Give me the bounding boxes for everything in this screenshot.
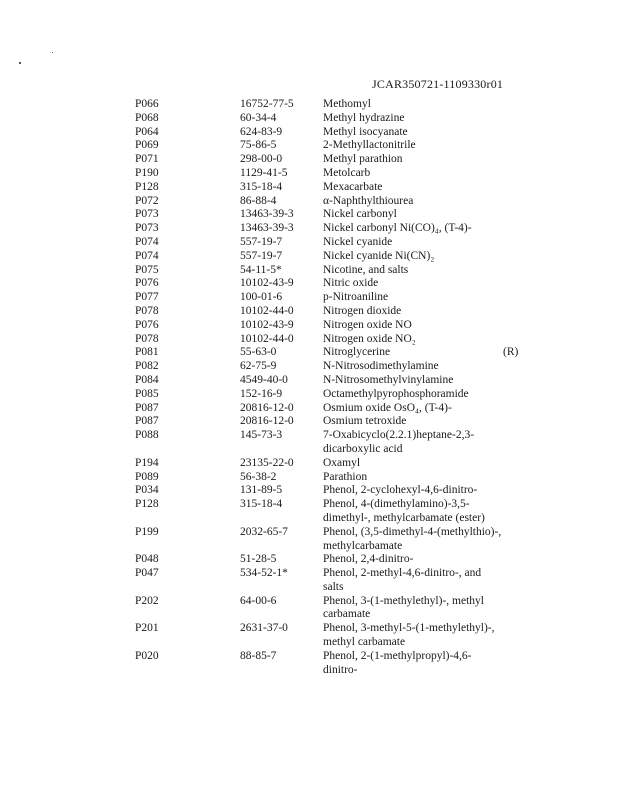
substance-name: Phenol, 4-(dimethylamino)-3,5-dimethyl-, methylcarbamate (ester) bbox=[323, 498, 485, 524]
waste-code: P071 bbox=[135, 153, 159, 166]
substance-name: Phenol, 2-(1-methylpropyl)-4,6-dinitro- bbox=[323, 649, 472, 676]
cas-number: 315-18-4 bbox=[240, 498, 283, 511]
substance-name: 2-Methyllactonitrile bbox=[323, 139, 416, 152]
cas-number: 10102-44-0 bbox=[240, 304, 294, 317]
waste-code: P202 bbox=[135, 594, 159, 607]
substance-name: Nickel carbonyl bbox=[323, 208, 397, 221]
table-row bbox=[0, 622, 618, 650]
substance-name: α-Naphthylthiourea bbox=[323, 194, 414, 207]
table-row bbox=[0, 415, 618, 429]
substance-name: Nitrogen dioxide bbox=[323, 304, 402, 317]
substance-name: N-Nitrosodimethylamine bbox=[323, 360, 439, 373]
substance-name: Phenol, (3,5-dimethyl-4-(methylthio)-, methylcarbamate bbox=[323, 525, 502, 552]
table-row bbox=[0, 374, 618, 388]
cas-number: 10102-44-0 bbox=[240, 332, 294, 345]
cas-number: 1129-41-5 bbox=[240, 166, 288, 179]
waste-code: P084 bbox=[135, 373, 159, 386]
cas-number: 54-11-5* bbox=[240, 263, 282, 276]
cas-number: 315-18-4 bbox=[240, 180, 283, 193]
waste-code: P089 bbox=[135, 470, 159, 483]
table-row bbox=[0, 498, 618, 526]
table-row bbox=[0, 153, 618, 167]
cas-number: 13463-39-3 bbox=[240, 208, 294, 221]
substance-name: Nitrogen oxide NO₂ bbox=[323, 332, 416, 345]
table-row bbox=[0, 553, 618, 567]
table-row bbox=[0, 650, 618, 678]
cas-number: 557-19-7 bbox=[240, 249, 283, 262]
waste-code: P190 bbox=[135, 166, 159, 179]
substance-name: Osmium tetroxide bbox=[323, 415, 407, 428]
waste-code: P201 bbox=[135, 622, 159, 635]
table-row bbox=[0, 402, 618, 416]
cas-number: 2032-65-7 bbox=[240, 525, 288, 538]
cas-number: 16752-77-5 bbox=[240, 98, 294, 110]
cas-number: 131-89-5 bbox=[240, 484, 283, 497]
table-row bbox=[0, 305, 618, 319]
cas-number: 145-73-3 bbox=[240, 429, 283, 442]
cas-number: 152-16-9 bbox=[240, 387, 283, 400]
cas-number: 20816-12-0 bbox=[240, 415, 294, 428]
substance-name: Parathion bbox=[323, 470, 368, 483]
waste-code: P020 bbox=[135, 649, 159, 662]
waste-code: P077 bbox=[135, 291, 159, 304]
table-row bbox=[0, 526, 618, 554]
table-row bbox=[0, 222, 618, 236]
waste-code: P034 bbox=[135, 484, 159, 497]
waste-code: P069 bbox=[135, 139, 159, 152]
table-row bbox=[0, 484, 618, 498]
cas-number: 62-75-9 bbox=[240, 360, 277, 373]
substance-name: Phenol, 3-(1-methylethyl)-, methyl carbamate bbox=[323, 594, 484, 621]
substance-name: Mexacarbate bbox=[323, 180, 383, 193]
waste-code: P085 bbox=[135, 387, 159, 400]
waste-code: P074 bbox=[135, 249, 159, 262]
document-id: JCAR350721-1109330r01 bbox=[372, 77, 504, 91]
scan-speck bbox=[52, 52, 53, 53]
substance-name: Methyl parathion bbox=[323, 153, 403, 166]
cas-number: 100-01-6 bbox=[240, 291, 283, 304]
waste-code: P076 bbox=[135, 318, 159, 331]
cas-number: 624-83-9 bbox=[240, 125, 283, 138]
table-row bbox=[0, 360, 618, 374]
table-row bbox=[0, 429, 618, 457]
substance-name: Osmium oxide OsO₄, (T-4)- bbox=[323, 401, 452, 414]
waste-code: P081 bbox=[135, 346, 159, 359]
cas-number: 10102-43-9 bbox=[240, 277, 294, 290]
waste-code: P064 bbox=[135, 125, 159, 138]
reactivity-flag: (R) bbox=[503, 346, 519, 359]
waste-code: P075 bbox=[135, 263, 159, 276]
substance-name: Oxamyl bbox=[323, 456, 361, 469]
substance-name: Phenol, 2,4-dinitro- bbox=[323, 553, 414, 566]
substance-name: Methomyl bbox=[323, 98, 371, 110]
cas-number: 557-19-7 bbox=[240, 235, 283, 248]
table-row bbox=[0, 346, 618, 360]
table-row bbox=[0, 126, 618, 140]
waste-code: P076 bbox=[135, 277, 159, 290]
substance-name: Methyl isocyanate bbox=[323, 125, 408, 138]
substance-name: Nitrogen oxide NO bbox=[323, 318, 412, 331]
table-row bbox=[0, 181, 618, 195]
table-row bbox=[0, 333, 618, 347]
cas-number: 2631-37-0 bbox=[240, 622, 288, 635]
cas-number: 88-85-7 bbox=[240, 649, 277, 662]
waste-code: P066 bbox=[135, 98, 159, 110]
table-row bbox=[0, 112, 618, 126]
table-row bbox=[0, 319, 618, 333]
waste-code: P199 bbox=[135, 525, 159, 538]
table-row bbox=[0, 208, 618, 222]
substance-name: 7-Oxabicyclo(2.2.1)heptane-2,3-dicarboxylic acid bbox=[323, 429, 475, 455]
substance-name: Methyl hydrazine bbox=[323, 111, 405, 124]
table-row bbox=[0, 471, 618, 485]
waste-code: P128 bbox=[135, 180, 159, 193]
substance-name: Nickel carbonyl Ni(CO)₄, (T-4)- bbox=[323, 222, 472, 235]
substance-name: Phenol, 2-methyl-4,6-dinitro-, and salts bbox=[323, 567, 482, 593]
table-row bbox=[0, 98, 618, 112]
table-row bbox=[0, 277, 618, 291]
chemical-table bbox=[0, 98, 618, 677]
table-row bbox=[0, 167, 618, 181]
waste-code: P048 bbox=[135, 553, 159, 566]
substance-name: Nickel cyanide bbox=[323, 235, 393, 248]
cas-number: 60-34-4 bbox=[240, 111, 277, 124]
cas-number: 23135-22-0 bbox=[240, 456, 294, 469]
waste-code: P078 bbox=[135, 332, 159, 345]
cas-number: 4549-40-0 bbox=[240, 373, 288, 386]
cas-number: 86-88-4 bbox=[240, 194, 277, 207]
table-row bbox=[0, 291, 618, 305]
table-row bbox=[0, 139, 618, 153]
cas-number: 56-38-2 bbox=[240, 470, 277, 483]
waste-code: P082 bbox=[135, 360, 159, 373]
substance-name: Nitroglycerine bbox=[323, 346, 391, 359]
table-row bbox=[0, 250, 618, 264]
table-row bbox=[0, 457, 618, 471]
substance-name: Octamethylpyrophosphoramide bbox=[323, 387, 469, 400]
cas-number: 20816-12-0 bbox=[240, 401, 294, 414]
substance-name: p-Nitroaniline bbox=[323, 291, 389, 304]
cas-number: 51-28-5 bbox=[240, 553, 277, 566]
substance-name: N-Nitrosomethylvinylamine bbox=[323, 373, 454, 386]
cas-number: 55-63-0 bbox=[240, 346, 277, 359]
cas-number: 64-00-6 bbox=[240, 594, 277, 607]
waste-code: P068 bbox=[135, 111, 159, 124]
waste-code: P073 bbox=[135, 208, 159, 221]
cas-number: 10102-43-9 bbox=[240, 318, 294, 331]
waste-code: P073 bbox=[135, 222, 159, 235]
table-row bbox=[0, 264, 618, 278]
waste-code: P087 bbox=[135, 401, 159, 414]
waste-code: P072 bbox=[135, 194, 159, 207]
cas-number: 75-86-5 bbox=[240, 139, 277, 152]
waste-code: P088 bbox=[135, 429, 159, 442]
substance-name: Phenol, 2-cyclohexyl-4,6-dinitro- bbox=[323, 484, 478, 497]
substance-name: Nickel cyanide Ni(CN)₂ bbox=[323, 249, 435, 262]
cas-number: 534-52-1* bbox=[240, 567, 288, 580]
waste-code: P194 bbox=[135, 456, 159, 469]
waste-code: P047 bbox=[135, 567, 159, 580]
table-row bbox=[0, 236, 618, 250]
table-row bbox=[0, 195, 618, 209]
waste-code: P078 bbox=[135, 304, 159, 317]
scan-speck bbox=[19, 62, 21, 64]
substance-name: Nitric oxide bbox=[323, 277, 379, 290]
table-row bbox=[0, 388, 618, 402]
cas-number: 298-00-0 bbox=[240, 153, 283, 166]
waste-code: P128 bbox=[135, 498, 159, 511]
substance-name: Phenol, 3-methyl-5-(1-methylethyl)-, methyl carbamate bbox=[323, 622, 495, 649]
substance-name: Nicotine, and salts bbox=[323, 263, 409, 276]
table-row bbox=[0, 567, 618, 595]
cas-number: 13463-39-3 bbox=[240, 222, 294, 235]
waste-code: P074 bbox=[135, 235, 159, 248]
table-row bbox=[0, 595, 618, 623]
substance-name: Metolcarb bbox=[323, 166, 371, 179]
waste-code: P087 bbox=[135, 415, 159, 428]
